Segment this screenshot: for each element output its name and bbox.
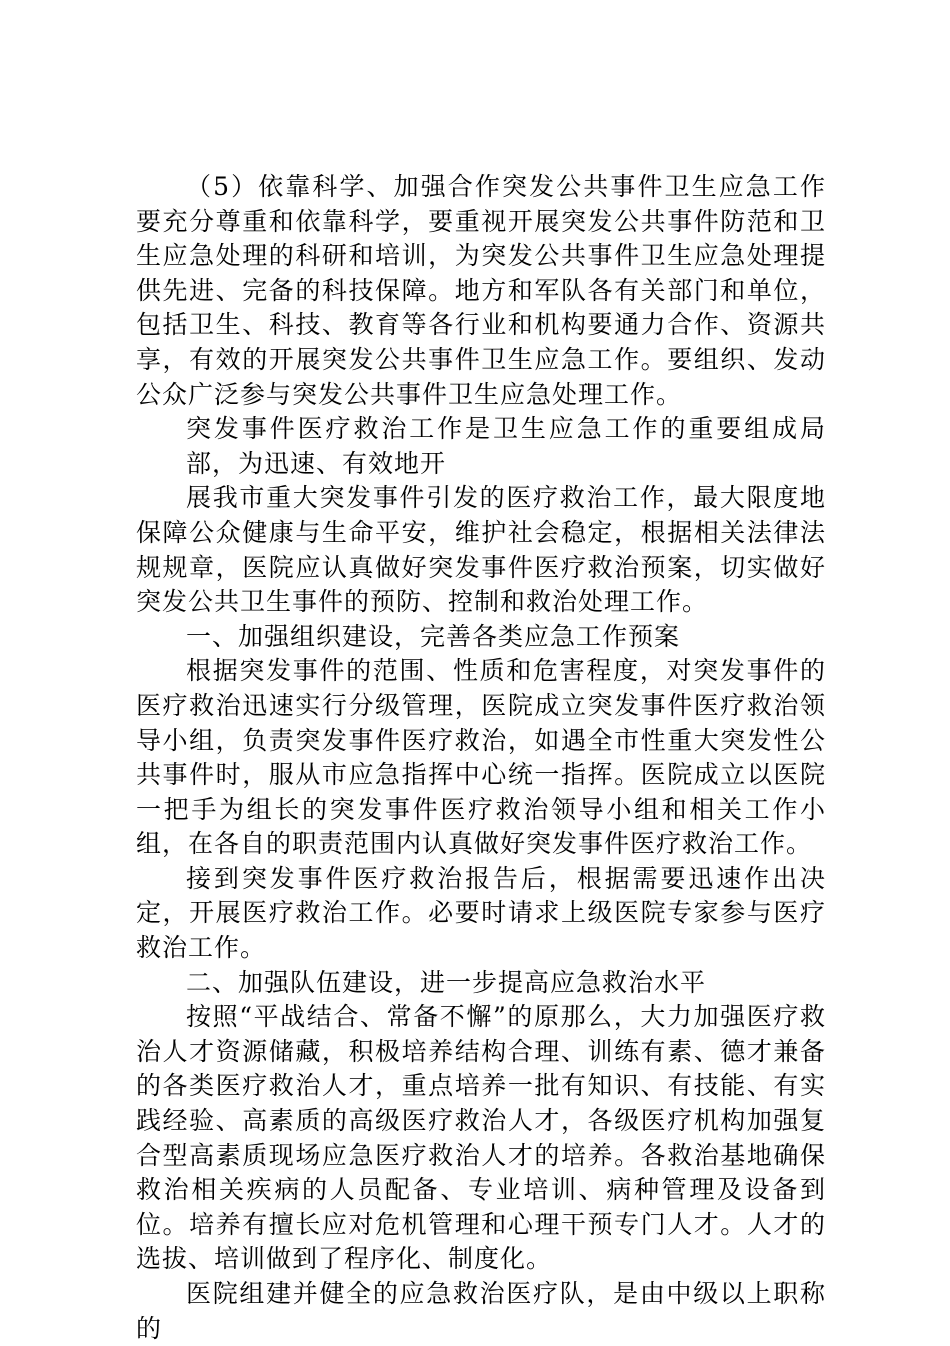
paragraph-medical-team: 医院组建并健全的应急救治医疗队，是由中级以上职称的 xyxy=(136,1279,826,1343)
section-heading-organization: 一、加强组织建设，完善各类应急工作预案 xyxy=(186,621,681,651)
paragraph-rescue-purpose: 展我市重大突发事件引发的医疗救治工作，最大限度地保障公众健康与生命平安，维护社会稳定，根据相关法律法规规章，医院应认真做好突发事件医疗救治预案，切实做好突发公共卫生事件的预防、控制和救治处理工作。 xyxy=(136,483,826,617)
paragraph-medical-rescue-intro: 突发事件医疗救治工作是卫生应急工作的重要组成局部，为迅速、有效地开 xyxy=(186,414,826,478)
paragraph-graded-management: 根据突发事件的范围、性质和危害程度，对突发事件的医疗救治迅速实行分级管理，医院成立突发事件医疗救治领导小组，负责突发事件医疗救治，如遇全市性重大突发性公共事件时，服从市应急指挥中心统一指挥。医院成立以医院一把手为组长的突发事件医疗救治领导小组和相关工作小组，在各自的职责范围内认真做好突发事件医疗救治工作。 xyxy=(136,656,826,859)
section-heading-team-building: 二、加强队伍建设，进一步提高应急救治水平 xyxy=(186,967,707,997)
paragraph-report-response: 接到突发事件医疗救治报告后，根据需要迅速作出决定，开展医疗救治工作。必要时请求上级医院专家参与医疗救治工作。 xyxy=(136,863,826,963)
document-body xyxy=(136,170,826,1346)
paragraph-science-cooperation: （5）依靠科学、加强合作突发公共事件卫生应急工作要充分尊重和依靠科学，要重视开展突发公共事件防范和卫生应急处理的科研和培训，为突发公共事件卫生应急处理提供先进、完备的科技保障。地方和军队各有关部门和单位，包括卫生、科技、教育等各行业和机构要通力合作、资源共享，有效的开展突发公共事件卫生应急工作。要组织、发动公众广泛参与突发公共事件卫生应急处理工作。 xyxy=(136,172,826,409)
paragraph-talent-reserve: 按照“平战结合、常备不懈”的原那么，大力加强医疗救治人才资源储藏，积极培养结构合理、训练有素、德才兼备的各类医疗救治人才，重点培养一批有知识、有技能、有实践经验、高素质的高级医疗救治人才，各级医疗机构加强复合型高素质现场应急医疗救治人才的培养。各救治基地确保救治相关疾病的人员配备、专业培训、病种管理及设备到位。培养有擅长应对危机管理和心理干预专门人才。人才的选拔、培训做到了程序化、制度化。 xyxy=(136,1002,826,1274)
